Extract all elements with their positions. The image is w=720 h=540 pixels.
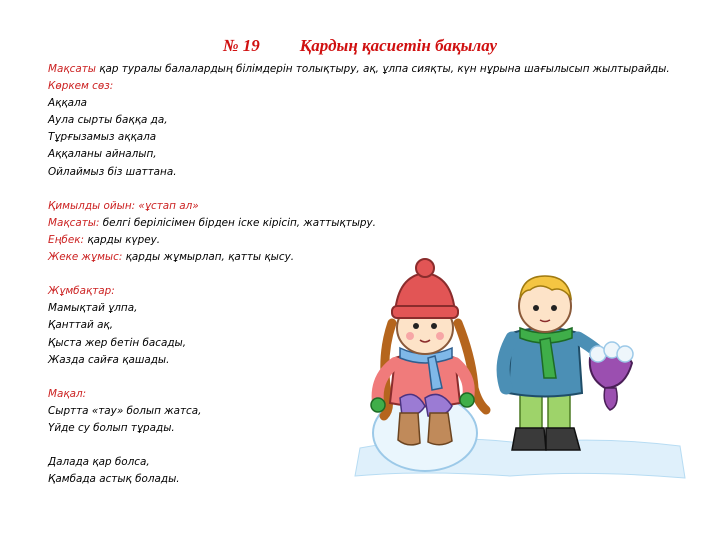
game-goal-line [48,215,668,232]
verse-heading: Көркем сөз: [48,80,114,93]
boy-with-snowballs-icon [503,276,633,450]
verse-line: Аққаланы айналып, [48,148,157,161]
game-goal-text: белгі берілісімен бірден іске кірісіп, жаттықтыру. [99,216,376,229]
proverb-line: Сыртта «тау» болып жатса, [48,404,202,417]
game-heading: Қимылды ойын: «ұстап ал» [48,199,199,212]
riddles-heading: Жұмбақтар: [48,285,115,298]
riddle-line: Жазда сайға қашады. [48,353,170,366]
labor-label: Еңбек: [48,233,85,246]
page-title [0,36,720,56]
riddle-line: Мамықтай ұлпа, [48,302,138,315]
proverb-line: Қамбада астық болады. [48,473,180,486]
goal-label: Мақсаты [48,63,96,75]
verse-line: Аққала [48,97,88,110]
goal-text: қар туралы балалардың білімдерін толықтыру, ақ, ұлпа сияқты, күн нұрына шағылысып жылтырайды. [95,63,670,75]
individual-text: қарды жұмырлап, қатты қысу. [122,251,295,264]
individual-label: Жеке жұмыс: [48,251,123,264]
labor-text: қарды күреу. [84,233,161,246]
verse-line: Ойлаймыз біз шаттана. [48,165,177,178]
lesson-number: № 19 [222,36,260,55]
proverb-heading: Мақал: [48,387,87,400]
verse-line: Аула сырты баққа да, [48,114,168,127]
proverb-line: Далада қар болса, [48,456,150,469]
riddle-line: Қыста жер бетін басады, [48,336,187,349]
riddle-line: Қанттай ақ, [48,319,114,332]
proverb-line: Үйде су болып тұрады. [48,421,175,434]
lesson-title: Қардың қасиетін бақылау [299,36,498,55]
game-goal-label: Мақсаты: [48,216,100,229]
verse-line: Тұрғызамыз аққала [48,131,157,144]
winter-children-illustration [340,238,690,508]
girl-with-hat-icon [371,259,486,471]
goal-line [48,61,668,78]
